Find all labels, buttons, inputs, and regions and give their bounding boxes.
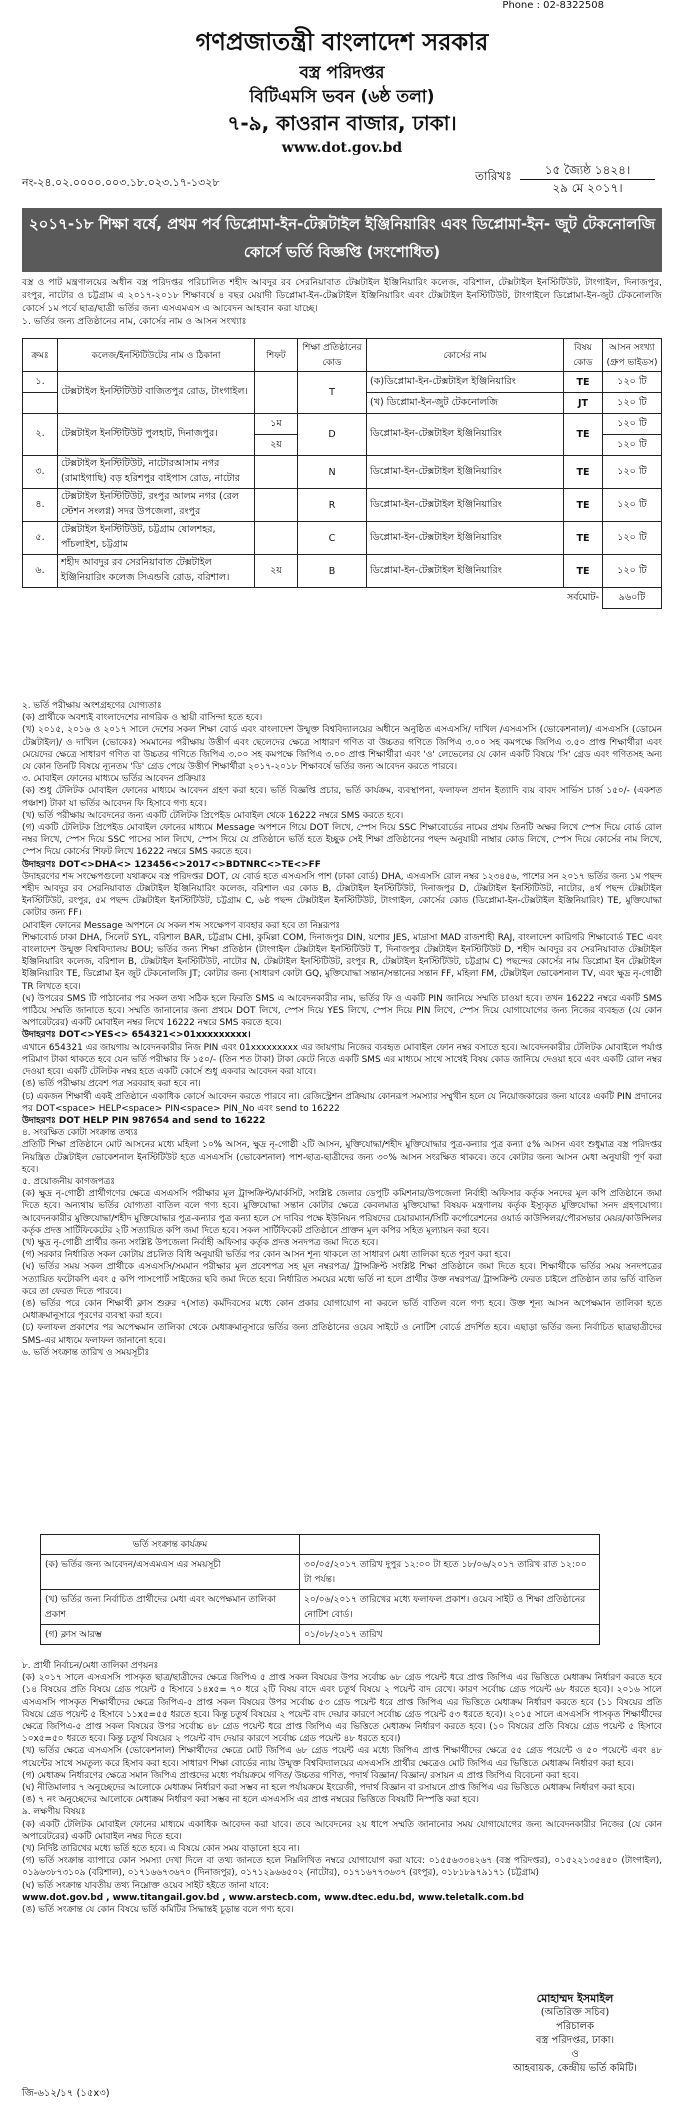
section-5-heading: ৫. প্রয়োজনীয় কাগজপত্রঃ	[22, 1176, 116, 1187]
website: www.dot.gov.bd	[281, 140, 403, 156]
paragraph: এখানে 654321 এর জায়গায় আবেদনকারীর নিজ PIN এবং 01xxxxxxxxx এর জায়গায় নিজের ব্যবহৃত মোবাইল ফোন নম্বর বসাতে হবে। আবেদনকারীর টেলিটক মোবাইলে পর্যাপ্ত পরিমাণ টাকা থাকতে হবে যেন ভর্তি পরীক্ষার ফি ১৫০/- (তিন শত টাকা) টাকা কেটে নিতে একটি SMS এর মাধ্যমে সাথে সাথেই বিষয় কোড জানিয়ে দেওয়া হবে এবং একটি রোল নম্বর দেওয়া হবে। একটি টেলিটক নম্বর হতে একটি কোর্সে শুধু একবার আবেদন করা যাবে।	[22, 1042, 662, 1078]
signatory-office: বস্ত্র পরিদপ্তর, ঢাকা।	[535, 2035, 615, 2046]
signatory-committee: আহবায়ক, কেন্দ্রীয় ভর্তি কমিটি।	[513, 2063, 637, 2074]
signatory-name: মোহাম্মদ ইসমাইল	[536, 1992, 614, 2005]
cell-institute: টেক্সটাইল ইনস্টিটিউট পুলহাট, দিনাজপুর।	[58, 414, 255, 456]
cell-institute: শহীদ আবদুর রব সেরনিয়াবাত টেক্সটাইল ইঞ্জিনিয়ারিং কলেজ সিএন্ডবি রোড, বরিশাল।	[58, 555, 255, 588]
cell-seats: ১২০ টি	[603, 414, 662, 435]
date-label: তারিখঃ	[475, 169, 512, 183]
paragraph: (খ) ভর্তি পরীক্ষায় আবেদনের জন্য একটি টেলিটক প্রিপেইড মোবাইল থেকে 16222 নম্বরে SMS করতে হবে।	[22, 810, 404, 821]
cell-subject-code: TE	[564, 372, 603, 393]
paragraph: (ঙ) ভর্তি সংক্রান্ত যে কোন বিষয়ে ভর্তি কমিটির সিদ্ধান্তই চূড়ান্ত বলে গণ্য হবে।	[22, 1905, 294, 1916]
table-header-row	[23, 339, 662, 372]
cell-institute: টেক্সটাইল ইনস্টিটিউট, নাটোরআসাম নগর (রামাইগাছি) বড় হরিশপুর বাইপাস রোড, নাটোর	[58, 456, 255, 489]
cell-subject-code: TE	[564, 489, 603, 522]
cell-shift: ২য়	[255, 435, 298, 456]
col-seats: আসন সংখ্যা (গ্রুপ ভাইডস)	[603, 339, 662, 372]
signatory-title: (অতিরিক্ত সচিব)	[540, 2007, 610, 2018]
paragraph: (ঙ) ভর্তির পরে কোন শিক্ষার্থী ক্লাস শুরুর ৭(সাত) কর্মদিবসের মধ্যে কোন প্রকার যোগাযোগ না করলে ভর্তি বাতিল বলে গণ্য হবে। উক্ত শূন্য আসন অপেক্ষমান তালিকা হতে মেধাক্রমানুসারে পূরণের ব্যবস্থা করা হবে।	[22, 1298, 662, 1322]
col-subject-code: বিষয় কোড	[564, 339, 603, 372]
cell-inst-code: B	[298, 555, 367, 588]
cell-inst-code: C	[298, 522, 367, 555]
date-box	[520, 162, 655, 197]
table-row	[41, 1625, 600, 1645]
intro-text	[22, 276, 662, 328]
cell-seats: ১২০ টি	[603, 435, 662, 456]
cell-shift: ২য়	[255, 555, 298, 588]
paragraph: (চ) একজন শিক্ষার্থী একই প্রতিষ্ঠানে একাধিক কোর্সে আবেদন করতে পারবে না। রেজিস্ট্রেশন প্রক্রিয়ায় কোনরূপ সমস্যার সম্মুখীন হলে যে নিয়োজকারের জন্য যাবেঃ একটি PIN প্রদানের পর DOT<space> HELP<space> PIN<space> PIN_No এবং send to 16222	[22, 1091, 662, 1114]
cell-course: ডিপ্লোমা-ইন-টেক্সটাইল ইঞ্জিনিয়ারিং	[367, 555, 564, 588]
paragraph: মোবাইল ফোনের Message অপশনে যে সকল শব্দ সংক্ষেপণ ব্যবহার করা হবে তা নিম্নরূপঃ	[22, 920, 341, 931]
paragraph: (ঘ) নীতিমালার ৭ অনুচ্ছেদের আলোকে মেধাক্রম নির্ধারণ করা সম্ভব না হলে পর্যায়ক্রমে ইংরেজী, পদার্থ বিজ্ঞান বা রসায়নে প্রাপ্ত জিপিএ এর ভিত্তিতে মেধাক্রম নির্ধারণ করা হবে।	[22, 1783, 635, 1794]
paragraph: (ঙ) ৭ নং অনুচ্ছেদের আলোকে মেধাক্রম নির্ধারণ করা সম্ভব না হলে এসএসসি এর প্রাপ্ত নম্বরের ভিত্তিতে বিষয়টি নিস্পত্তি করা হবে।	[22, 1795, 479, 1806]
cell-institute: টেক্সটাইল ইনস্টিটিউট, চট্টগ্রাম ষোলশহর, পাঁচলাইশ, চট্টগ্রাম	[58, 522, 255, 555]
cell-serial	[23, 393, 58, 414]
signatory-and: ও	[571, 2049, 579, 2060]
cell-serial: ২.	[23, 414, 58, 456]
col-institute: কলেজ/ইনস্টিটিউটের নাম ও ঠিকানা	[58, 339, 255, 372]
cell-shift: ১ম	[255, 414, 298, 435]
paragraph: (ঘ) উপরের SMS টি পাঠানোর পর সকল তথ্য সঠিক হলে ফিরতি SMS এ আবেদনকারীর নাম, ভর্তির ফি ও একটি PIN জানিয়ে সম্মতি চাওয়া হবে। তখন 16222 নম্বরে একটি SMS পাঠিয়ে সম্মতি জানাতে হবে। সম্মতি জানানোর জন্য প্রথমে DOT লিখে, স্পেস দিয়ে YES লিখে, স্পেস দিয়ে PIN লিখে, স্পেস দিয়ে যোগাযোগের জন্য নিজের ব্যবহৃত (যে কোন অপারেটরের) একটি মোবাইল নম্বর লিখে 16222 নম্বরে SMS করতে হবে।	[22, 993, 662, 1029]
table-row	[23, 456, 662, 489]
cell-shift	[255, 456, 298, 489]
schedule-item: (খ) ভর্তির জন্য নির্বাচিত প্রার্থীদের মেধা এবং অপেক্ষমান তালিকা প্রকাশ	[41, 1590, 300, 1625]
paragraph: (গ) একটি টেলিটক প্রিপেইড মোবাইল ফোনের মাধ্যমে Message অপশনে গিয়ে DOT লিখে, স্পেস দিয়ে SSC শিক্ষাবোর্ডের নামের প্রথম তিনটি অক্ষর লিখে স্পেস দিয়ে বোর্ড রোল নম্বর লিখে, স্পেস দিয়ে SSC পাসের সাল লিখে, স্পেস দিয়ে যে প্রতিষ্ঠানে ভর্তি হতে ইচ্ছুক সেই শিক্ষা প্রতিষ্ঠানের পছন্দ অনুযায়ী নাম্বার কোড লিখে, স্পেস দিয়ে কোর্সের নাম লিখে, স্পেস দিয়ে কোর্সের শিফট লিখে 16222 নম্বরে SMS করতে হবে।	[22, 823, 662, 858]
table-row	[23, 522, 662, 555]
cell-inst-code: N	[298, 456, 367, 489]
footer-code: জি-৬১২/১৭ (১৫x৩)	[22, 2088, 110, 2099]
cell-serial: ৫.	[23, 522, 58, 555]
section-8-heading: ৮. প্রার্থী নির্বাচন/মেধা তালিকা প্রণয়নঃ	[22, 1661, 159, 1671]
cell-inst-code: T	[298, 372, 367, 414]
cell-course: (ক)ডিপ্লোমা-ইন-টেক্সটাইল ইঞ্জিনিয়ারিং	[367, 372, 564, 393]
date-bangla: ১৫ জ্যৈষ্ঠ ১৪২৪।	[520, 162, 655, 180]
cell-subject-code: TE	[564, 456, 603, 489]
cell-subject-code: JT	[564, 393, 603, 414]
building-name: বিটিএমসি ভবন (৬ষ্ঠ তলা)	[249, 87, 435, 107]
sms-example: উদাহরণঃ DOT<>YES<> 654321<>01xxxxxxxxx।	[22, 1030, 251, 1041]
cell-course: ডিপ্লোমা-ইন-টেক্সটাইল ইঞ্জিনিয়ারিং	[367, 522, 564, 555]
schedule-value: ২০/০৬/২০১৭ তারিখের মধ্যে ফলাফল প্রকাশ। ওয়েব সাইট ও শিক্ষা প্রতিষ্ঠানের নোটিশ বোর্ড।	[300, 1590, 600, 1625]
section-1-heading: ১. ভর্তির জন্য প্রতিষ্ঠানের নাম, কোর্সের নাম ও আসন সংখ্যাঃ	[22, 316, 247, 327]
section-3-heading: ৩. মোবাইল ফোনের মাধ্যমে ভর্তির আবেদন প্রক্রিয়াঃ	[22, 774, 206, 785]
schedule-value: ০১/০৮/২০১৭ তারিখ	[300, 1625, 600, 1645]
paragraph: (ক) ২০১৭ সালে এসএসসি পাসকৃত ছাত্র/ছাত্রীদের ক্ষেত্রে জিপিএ ৫ প্রাপ্ত সকল বিষয়ের উপর সর্বোচ্চ ৬৮ গ্রেড পয়েন্ট ধরে প্রাপ্ত জিপিএ এর ভিত্তিতে মেধাক্রম নির্ধারণ করতে হবে (১৪ বিষয়ের প্রতি বিষয়ে গ্রেড পয়েন্ট ৫ হিসাবে ১৪x৫= ৭০ ধরে ২টি বিষয় বাদে এবং চতুর্থ বিষয়ে ২ পয়েন্ট বাদ রেখে। কারণ সর্বোচ্চ গ্রেড পয়েন্ট ৬৮ ধরতে হবে)। ২০১৬ সালে এসএসসি পাসকৃত শিক্ষার্থীদের ক্ষেত্রে জিপিএ-৫ প্রাপ্ত সকল বিষয়ের উপর সর্বোচ্চ ৫৩ গ্রেড পয়েন্ট ধরে প্রাপ্ত জিপিএ এর ভিত্তিতে মেধাক্রম নির্ধারণ করতে হবে (১১ বিষয়ের প্রতি বিষয়ে গ্রেড পয়েন্ট ৫ হিসাবে ১১x৫=৫৫ ধরতে হবে। কিন্তু চতুর্থ বিষয়ের ২ পয়েন্ট বাদ দেয়ার কারণে সর্বোচ্চ গ্রেড পয়েন্ট ৫৩ ধরতে হবে)। ২০১৫ সালে এসএসসি পাসকৃত শিক্ষার্থীদের ক্ষেত্রে জিপিএ-৫ প্রাপ্ত সকল বিষয়ের উপর সর্বোচ্চ ৪৮ গ্রেড পয়েন্ট ধরে প্রাপ্ত জিপিএ এর ভিত্তিতে মেধাক্রম নির্ধারণ করতে হবে। (১০ বিষয়ের প্রতি বিষয়ে গ্রেড পয়েন্ট ৫ হিসাবে ১০x৫=৫০ ধরতে হবে। কিন্তু চতুর্থ বিষয়ের ২ পয়েন্ট বাদ দেয়ার কারণে সর্বোচ্চ গ্রেড পয়েন্ট ৪৮ ধরতে হবে।)	[22, 1673, 662, 1745]
courses-table	[22, 338, 662, 609]
section-6-heading: ৬. ভর্তি সংক্রান্ত তারিখ ও সময়সূচীঃ	[22, 1347, 150, 1358]
schedule-header-row	[41, 1535, 600, 1555]
cell-course: ডিপ্লোমা-ইন-টেক্সটাইল ইঞ্জিনিয়ারিং	[367, 456, 564, 489]
cell-serial: ১.	[23, 372, 58, 393]
cell-subject-code: TE	[564, 555, 603, 588]
col-course: কোর্সের নাম	[367, 339, 564, 372]
cell-course: ডিপ্লোমা-ইন-টেক্সটাইল ইঞ্জিনিয়ারিং	[367, 489, 564, 522]
schedule-item: (ক) ভর্তির জন্য আবেদন/এসএমএস এর সময়সূচী	[41, 1555, 300, 1590]
paragraph: (ক) একটি টেলিটক মোবাইল ফোনের মাধ্যমে একাধিক আবেদন করা যাবে। তবে আবেদনের ২য় ধাপে সম্মতি জানানোর সময় যোগাযোগের জন্য আবেদনকারীর নিজের (যে কোন অপারেটরের) একটি মোবাইল নম্বর দিতে হবে।	[22, 1819, 662, 1842]
paragraph: শিক্ষাবোর্ড ঢাকা DHA, সিলেট SYL, বরিশাল BAR, চট্টগ্রাম CHI, কুমিল্লা COM, দিনাজপুর DIN, যশোর JES, মাদ্রাসা MAD রাজশাহী RAJ, বাংলাদেশ কারিগরি শিক্ষাবোর্ড TEC এবং বাংলাদেশ উন্মুক্ত বিশ্ববিদ্যালয় BOU; ভর্তির জন্য শিক্ষা প্রতিষ্ঠান (টাংগাইল টেক্সটাইল ইনস্টিটিউট T, দিনাজপুর টেক্সটাইল ইনস্টিটিউট D, শহীদ আবদুর রব সেরনিয়াবাত টেক্সটাইল ইঞ্জিনিয়ারিং কলেজ, বরিশাল B, টেক্সটাইল ইনস্টিটিউট, নাটোর N, টেক্সটাইল ইনস্টিটিউট, রংপুর R, টেক্সটাইল ইনস্টিটিউট, চট্টগ্রাম C) পছন্দের কোর্সের নাম ডিপ্লোমা ইন টেক্সটাইল ইঞ্জিনিয়ারিং TE, ডিপ্লোমা ইন জুট টেকনোলজি JT; কোটার জন্য (সাধারণ কোটা GQ, মুক্তিযোদ্ধা সন্তান/সন্তানের সন্তান FF, মহিলা FM, টেক্সটাইল ভোকেশনাল TV, এবং ক্ষুদ্র নৃ-গোষ্ঠী TR লিখতে হবে।	[22, 932, 662, 992]
memo-number: নং-২৪.০২.০০০০.০০৩.১৮.০২৩.১৭-১৩২৮	[22, 176, 220, 189]
total-label: সর্বমোট-	[23, 588, 603, 609]
col-serial: ক্রমঃ	[23, 339, 58, 372]
cell-inst-code: R	[298, 489, 367, 522]
cell-shift	[255, 489, 298, 522]
section-2-heading: ২. ভর্তি পরীক্ষায় অংশগ্রহণের যোগ্যতাঃ	[22, 701, 162, 711]
intro-paragraph: বস্ত্র ও পাট মন্ত্রণালয়ের অধীন বস্ত্র পরিদপ্তর পরিচালিত শহীদ আবদুর রব সেরনিয়াবাত টেক্সটাইল ইঞ্জিনিয়ারিং কলেজ, বরিশাল, টেক্সটাইল ইনস্টিটিউট, টাংগাইল, দিনাজপুর, রংপুর, নাটোর ও চট্টগ্রাম এ ২০১৭-২০১৮ শিক্ষাবর্ষে ৪ বছর মেয়াদী ডিপ্লোমা-ইন-টেক্সটাইল ইঞ্জিনিয়ারিং এবং টেক্সটাইল ইনস্টিটিউট, টাংগাইলে ডিপ্লোমা-ইন-জুট টেকনোলজি কোর্সে ১ম পর্বে ছাত্র/ছাত্রী ভর্তির জন্য এসএমএস এ আবেদন আহবান করা যাচ্ছে।	[22, 277, 662, 314]
cell-inst-code: D	[298, 414, 367, 456]
schedule-header: ভর্তি সংক্রান্ত কার্যক্রম	[41, 1535, 300, 1555]
table-row	[41, 1590, 600, 1625]
top-phone: Phone : 02-8322508	[502, 0, 604, 11]
table-row	[23, 414, 662, 435]
notice-banner: ২০১৭-১৮ শিক্ষা বর্ষে, প্রথম পর্ব ডিপ্লোমা-ইন-টেক্সটাইল ইঞ্জিনিয়ারিং এবং ডিপ্লোমা-ইন- জুট টেকনোলজি কোর্সে ভর্তি বিজ্ঞপ্তি (সংশোধিত)	[22, 208, 662, 272]
cell-seats: ১২০ টি	[603, 489, 662, 522]
paragraph: (গ) ভর্তি সংক্রান্ত ব্যাপারে কোন সমস্যা দেখা দিলে বা তথ্য জানতে হলে নিম্নলিখিত নম্বরে যোগাযোগ করা যাবে: ০১৫৫৬৩৩৪২৬৭ (বস্ত্র পরিদপ্তর), ০১৫২২১৩৫৪৫০ (টাংগাইল), ০১৯৬৩৮৭৩১০৯ (বরিশাল), ০১৭১৬৬৭৩৬৭০ (দিনাজপুর), ০১৭১২৯৬৬৫০২ (নাটোর), ০১৭১৬৭৭৩৬৩৭ (রংপুর), ০১৮১৮৯৭৯১৭১ (চট্টগ্রাম)	[22, 1856, 662, 1879]
notice-body	[22, 700, 662, 1359]
paragraph: (খ) নির্দিষ্ট তারিখের মধ্যে ভর্তি হতে হবে। এ বিষয়ে কোন সময় বাড়ানো হবে না।	[22, 1844, 300, 1855]
section-9-heading: ৯. লক্ষণীয় বিষয়ঃ	[22, 1807, 86, 1818]
signatory-role: পরিচালক	[556, 2021, 594, 2032]
table-row	[23, 372, 662, 393]
cell-shift	[255, 522, 298, 555]
cell-subject-code: TE	[564, 414, 603, 456]
table-row	[41, 1555, 600, 1590]
date-english: ২৯ মে ২০১৭।	[552, 181, 623, 195]
paragraph: (ক) প্রার্থীকে অবশ্যই বাংলাদেশের নাগরিক ও স্থায়ী বাসিন্দা হতে হবে।	[22, 713, 263, 724]
paragraph: (ঘ) ভর্তির সময় সকল প্রার্থীকে এসএসসি/সমমান পরীক্ষার মূল প্রবেশপত্র সহ মূল নম্বরপত্র/ ট্রান্সক্রিপ্ট সংশ্লিষ্ট শিক্ষা প্রতিষ্ঠানে জমা দিতে হবে। শিক্ষার্থীকে ভর্তির সময় সনদপত্রের সত্যায়িত ফটোকপি এবং ৫ কপি পাসপোর্ট সাইজের ছবি জমা দিতে হবে। নির্ধারিত সময়ের মধ্যে ভর্তি না হলে প্রার্থীর উক্ত নম্বরপত্র/ ট্রান্সক্রিপ্ট ফেরত চাইলে প্রতিষ্ঠান তার ভর্তি বাতিল করে তা ফেরত দিতে পারবে।	[22, 1262, 662, 1297]
notice-body-2	[22, 1660, 662, 1916]
cell-seats: ১২০ টি	[603, 555, 662, 588]
government-title: গণপ্রজাতন্ত্রী বাংলাদেশ সরকার	[195, 28, 489, 56]
cell-course: (খ) ডিপ্লোমা-ইন-জুট টেকনোলজি	[367, 393, 564, 414]
paragraph: (ক) শুধু টেলিটক মোবাইল ফোনের মাধ্যমে আবেদন গ্রহণ করা হবে। ভর্তি বিজ্ঞপ্তি প্রচার, ভর্তি কার্যক্রম, ব্যবস্থাপনা, ফলাফল প্রদান ইত্যাদি ব্যয় বাবদ সার্ভিস চার্জ ১৫০/- (একশত পঞ্চাশ) টাকা যা ভর্তির আবেদন ফি হিসাবে গণ্য হবে।	[22, 786, 662, 809]
cell-seats: ১২০ টি	[603, 393, 662, 414]
cell-serial: ৪.	[23, 489, 58, 522]
section-4-heading: ৪. সংরক্ষিত কোটা সংক্রান্ত তথ্যঃ	[22, 1128, 139, 1139]
paragraph: (খ) ভর্তির ক্ষেত্রে এসএসসি (ভোকেশনাল) শিক্ষার্থীদের ক্ষেত্রে মোট জিপিএ ৬৮ গ্রেড পয়েন্ট এর মধ্যে জিপিএ প্রাপ্ত শিক্ষার্থীদের ক্ষেত্রে ৫৫ গ্রেড পয়েন্টে ও ৫০ পয়েন্টে এবং ৪৮ পয়েন্টের সাথে সমতুল্য করে হিসাব করা হবে। সাধারণ শিক্ষা বোর্ডের ন্যায় উন্মুক্ত বিশ্ববিদ্যালয়ের এসএসসি প্রার্থীর ক্ষেত্রেও মোট জিপিএ এর ভিত্তিতে মেধাক্রম নির্ধারণ করা হবে।	[22, 1746, 662, 1769]
cell-seats: ১২০ টি	[603, 456, 662, 489]
cell-subject-code: TE	[564, 522, 603, 555]
schedule-value: ৩০/০৫/২০১৭ তারিখ দুপুর ১২:০০ টা হতে ১৮/০৬/২০১৭ তারিখ রাত ১২:০০ টা পর্যন্ত।	[300, 1555, 600, 1590]
signature-block	[490, 1992, 660, 2076]
paragraph: (ক) ক্ষুদ্র নৃ-গোষ্ঠী প্রার্থীগণের ক্ষেত্রে এসএসসি পরীক্ষার মূল ট্রান্সক্রিপ্ট/মার্কসিট, সংশ্লিষ্ট জেলার ডেপুটি কমিশনার/উপজেলা নির্বাহী অফিসার কর্তৃক সনদের মূল কপি প্রতিষ্ঠানে জমা দিতে হবে। অন্যথায় ভর্তির যোগ্যতা বাতিল বলে গণ্য হবে। মুক্তিযোদ্ধা সন্তান কোটার ক্ষেত্রে কেবলমাত্র মুক্তিযোদ্ধা বিষয়ক মন্ত্রণালয় কর্তৃক ইস্যুকৃত মুক্তিযোদ্ধা সনদ গ্রহণযোগ্য। আবেদনকারীর মুক্তিযোদ্ধা/শহীদ মুক্তিযোদ্ধার পুত্র-কন্যার পুত্র কন্যা হলে সে দাবির পক্ষে ইউনিয়ন পরিষদের চেয়ারম্যান/সিটি কর্পোরেশনের ওয়ার্ড কাউন্সিলর/পৌরসভার মেয়র/কাউন্সিলর কর্তৃক প্রদত্ত সার্টিফিকেটের ২টি সত্যায়িত কপি জমা দিতে হবে। সকল সার্টিফিকেট প্রতিষ্ঠানে প্রাক্তন মূল কপির সহিত মূল্যায়ন করা হবে।	[22, 1189, 662, 1236]
schedule-item: (গ) ক্লাস আরম্ভ	[41, 1625, 300, 1645]
col-inst-code: শিক্ষা প্রতিষ্ঠানের কোড	[298, 339, 367, 372]
total-seats: ৯৬০টি	[603, 588, 662, 609]
cell-course: ডিপ্লোমা-ইন-টেক্সটাইল ইঞ্জিনিয়ারিং	[367, 414, 564, 456]
cell-institute: টেক্সটাইল ইনস্টিটিউট, রংপুর আলম নগর (রেল স্টেশন সংলগ্ন) সদর উপজেলা, রংপুর	[58, 489, 255, 522]
cell-serial: ৬.	[23, 555, 58, 588]
cell-seats: ১২০ টি	[603, 372, 662, 393]
website-list: www.dot.gov.bd , www.titangail.gov.bd , www.arstecb.com, www.dtec.edu.bd, www.teletalk.com.bd	[22, 1892, 524, 1903]
address: ৭-৯, কাওরান বাজার, ঢাকা।	[227, 111, 457, 135]
table-row	[23, 489, 662, 522]
paragraph: (গ) সরকার নির্ধারিত সকল কোটায় প্রচলিত বিধি অনুযায়ী ভর্তির পর কোন আসন শূন্য থাকলে তা সাধারণ মেধা তালিকা হতে পূরণ করা হবে।	[22, 1250, 511, 1261]
schedule-header-blank	[300, 1535, 600, 1555]
table-total-row	[23, 588, 662, 609]
cell-institute: টেক্সটাইল ইনস্টিটিউট বাজিতপুর রোড, টাংগাইল।	[58, 372, 255, 414]
paragraph: প্রতিটি শিক্ষা প্রতিষ্ঠানে মোট আসনের মধ্যে মহিলা ১০% আসন, ক্ষুদ্র নৃ-গোষ্ঠী ২টি আসন, মুক্তিযোদ্ধা/শহীদ মুক্তিযোদ্ধার পুত্র-কন্যার পুত্র কন্যা ৫% আসন এবং শুধুমাত্র বস্ত্র পরিদপ্তর নিয়ন্ত্রিত টেক্সটাইল ভোকেশনাল ইনস্টিটিউট হতে এসএসসি (ভোকেশনাল) পাশ-ছাত্র-ছাত্রীদের জন্য ৩০% আসন সংরক্ষিত থাকবে। তবে কোটার জন্য আসন মেধা অনুযায়ী পূর্ণ করা হবে।	[22, 1140, 662, 1175]
paragraph: (ঘ) ভর্তি সংক্রান্ত যাবতীয় তথ্য নিম্নোক্ত ওয়েব সাইট হইতে জানা যাবে:	[22, 1880, 269, 1891]
paragraph: (ঙ) ভর্তি পরীক্ষায় প্রবেশ পত্র সরবরাহ করা হবে না।	[22, 1079, 201, 1090]
cell-serial: ৩.	[23, 456, 58, 489]
cell-seats: ১২০ টি	[603, 522, 662, 555]
paragraph: (খ) ২০১৫, ২০১৬ ও ২০১৭ সালে দেশের সকল শিক্ষা বোর্ড এবং বাংলাদেশ উন্মুক্ত বিশ্ববিদ্যালয়ের অধীনে অনুষ্ঠিত এসএসসি/ দাখিল /এসএসসি (ভোকেশনাল)/ এসএসসি (ডোমেন টেক্সটাইল)/ ও দাখিল (ভোকেঃ) সমমানের পরীক্ষায় উত্তীর্ণ এবং ছেলেদের ক্ষেত্রে সাধারণ গণিত বা উচ্চতর গণিতে জিপিএ ৩.০০ সহ কমপক্ষে জিপিএ ৩.৫০ প্রাপ্ত শিক্ষার্থীরা এবং মেয়েদের ক্ষেত্রে সাধারণ গণিত বা উচ্চতর গণিতে জিপিএ ৩.০০ সহ কমপক্ষে জিপিএ ৩.০০ প্রাপ্ত শিক্ষার্থীরা এবং 'ও' লেভেলের যে কোন একটি বিষয়ে 'সি' গ্রেড এবং গণিতসহ অন্য যে কোন তিনটি বিষয়ে ন্যূনতম 'ডি' গ্রেড পেয়ে উত্তীর্ণ শিক্ষার্থীরা ২০১৭-২০১৮ শিক্ষাবর্ষে ভর্তির জন্য আবেদন করতে পারবে।	[22, 725, 662, 773]
paragraph: (গ) মেধাক্রম নির্ধারণের ক্ষেত্রে সমান জিপিএ প্রাপ্তদের মধ্যে পর্যায়ক্রমে গণিত/ উচ্চতর গণিত, পদার্থ বিজ্ঞান/ বিজ্ঞান/ রসায়ন এ প্রাপ্ত জিপিএ বিবেচনা করা হবে।	[22, 1770, 579, 1781]
sms-example: উদাহরণঃ DOT<>DHA<> 123456<>2017<>BDTNRC<>TE<>FF	[22, 859, 321, 870]
paragraph: (চ) ফলাফল প্রকাশের পর অপেক্ষমান তালিকা থেকে মেধাক্রমানুসারে ভর্তির জন্য প্রতিষ্ঠানের ওয়েব সাইটে ও নোটিশ বোর্ডে প্রদর্শিত হবে। এছাড়া ভর্তির জন্য নির্বাচিত ছাত্রছাত্রীদের SMS-এর মাধ্যমে ফলাফল জানানো হবে।	[22, 1323, 662, 1346]
paragraph: উদাহরণের শব্দ সংক্ষেপগুলো যথাক্রমে বস্ত্র পরিদপ্তর DOT, যে বোর্ড হতে এসএসসি পাশ (ঢাকা বোর্ড) DHA, এসএসসি রোল নম্বর ১২৩৪৫৬, পাশের সন ২০১৭ ভর্তির জন্য ১ম পছন্দ শহীদ আবদুর রব সেরনিয়াবাত টেক্সটাইল ইঞ্জিনিয়ারিং কলেজ, বরিশাল এর কোড B, টেক্সটাইল ইনস্টিটিউট, দিনাজপুর D, টেক্সটাইল ইনস্টিটিউট, নাটোর, ৪র্থ পছন্দ টেক্সটাইল ইনস্টিটিউট, রংপুর, ৫ম পছন্দ টেক্সটাইল ইনস্টিটিউট, চট্টগ্রাম C, ৬ষ্ঠ পছন্দ টেক্সটাইল ইনস্টিটিউট, টাংগাইল, কোর্সের কোড (ডিপ্লোমা-ইন-টেক্সটাইল ইঞ্জিনিয়ারিং) TE, মুক্তিযোদ্ধা কোটার জন্য FF।	[22, 871, 662, 919]
table-row	[23, 555, 662, 588]
cell-shift	[255, 372, 298, 414]
schedule-table	[40, 1534, 600, 1645]
sms-example: উদাহরণঃ DOT HELP PIN 987654 and send to 16222	[22, 1115, 266, 1126]
department-name: বস্ত্র পরিদপ্তর	[299, 63, 385, 83]
col-shift: শিফট	[255, 339, 298, 372]
paragraph: (খ) ক্ষুদ্র নৃ-গোষ্ঠী প্রার্থীর জন্য সংশ্লিষ্ট উপজেলা নির্বাহী অফিসার কর্তৃক প্রদত্ত সনদপত্র জমা দিতে হবে।	[22, 1237, 379, 1248]
